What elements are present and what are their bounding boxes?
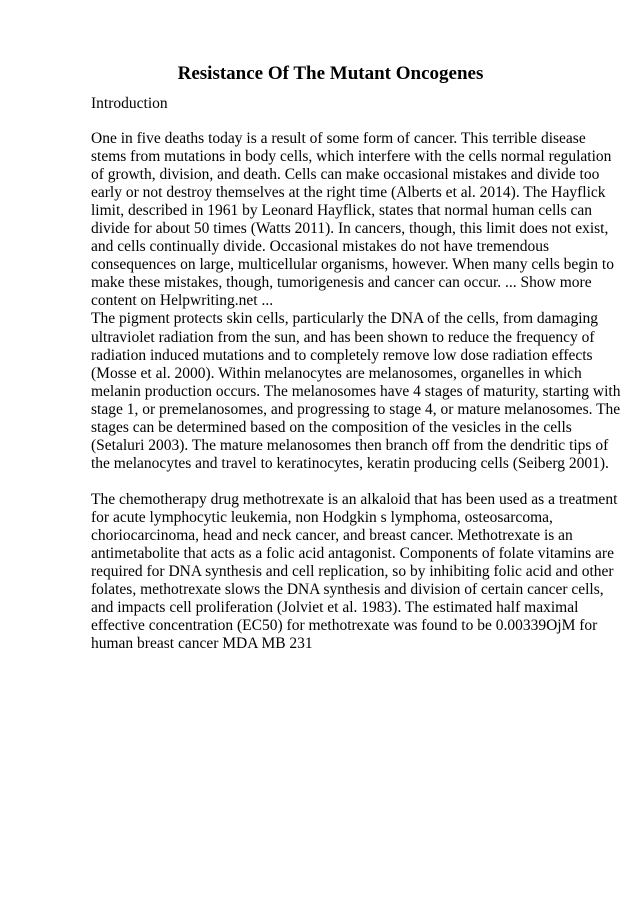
paragraph-1 <box>91 130 614 310</box>
text-line: The pigment protects skin cells, particularly the DNA of the cells, from damaging <box>91 310 599 328</box>
text-line: antimetabolite that acts as a folic acid antagonist. Components of folate vitamins are <box>91 545 614 563</box>
paragraph-3 <box>91 490 618 653</box>
text-line: early or not destroy themselves at the right time (Alberts et al. 2014). The Hayflick <box>91 184 606 202</box>
text-line: of growth, division, and death. Cells can make occasional mistakes and divide too <box>91 166 600 184</box>
text-line: effective concentration (EC50) for methotrexate was found to be 0.00339OjM for <box>91 617 598 635</box>
text-line: folates, methotrexate slows the DNA synthesis and division of certain cancer cells, <box>91 581 604 599</box>
text-line: content on Helpwriting.net ... <box>91 292 274 310</box>
section-heading: Introduction <box>91 95 168 112</box>
paragraph-2 <box>91 310 621 472</box>
text-line: The chemotherapy drug methotrexate is an alkaloid that has been used as a treatment <box>91 490 618 508</box>
text-line: divide for about 50 times (Watts 2011). In cancers, though, this limit does not exist, <box>91 220 609 238</box>
text-line: radiation induced mutations and to completely remove low dose radiation effects <box>91 346 593 364</box>
text-line: and cells continually divide. Occasional mistakes do not have tremendous <box>91 238 549 256</box>
text-line: melanin production occurs. The melanosomes have 4 stages of maturity, starting with <box>91 382 621 400</box>
text-line: ultraviolet radiation from the sun, and has been shown to reduce the frequency of <box>91 328 595 346</box>
text-line: required for DNA synthesis and cell replication, so by inhibiting folic acid and other <box>91 563 614 581</box>
text-line: and impacts cell proliferation (Jolviet et al. 1983). The estimated half maximal <box>91 599 579 617</box>
text-line: (Setaluri 2003). The mature melanosomes then branch off from the dendritic tips of <box>91 436 609 454</box>
text-line: limit, described in 1961 by Leonard Hayflick, states that normal human cells can <box>91 202 593 220</box>
text-line: consequences on large, multicellular organisms, however. When many cells begin to <box>91 256 614 274</box>
text-line: human breast cancer MDA MB 231 <box>91 635 313 653</box>
text-line: for acute lymphocytic leukemia, non Hodgkin s lymphoma, osteosarcoma, <box>91 508 553 526</box>
text-line: One in five deaths today is a result of some form of cancer. This terrible disease <box>91 130 586 147</box>
document-title: Resistance Of The Mutant Oncogenes <box>177 63 484 84</box>
text-line: choriocarcinoma, head and neck cancer, and breast cancer. Methotrexate is an <box>91 526 573 544</box>
text-line: stages can be determined based on the composition of the vesicles in the cells <box>91 418 572 436</box>
text-line: make these mistakes, though, tumorigenesis and cancer can occur. ... Show more <box>91 274 592 292</box>
text-line: stems from mutations in body cells, which interfere with the cells normal regulation <box>91 148 612 166</box>
text-line: (Mosse et al. 2000). Within melanocytes are melanosomes, organelles in which <box>91 364 582 382</box>
text-line: stage 1, or premelanosomes, and progressing to stage 4, or mature melanosomes. The <box>91 400 621 418</box>
text-line: the melanocytes and travel to keratinocytes, keratin producing cells (Seiberg 2001). <box>91 454 609 472</box>
